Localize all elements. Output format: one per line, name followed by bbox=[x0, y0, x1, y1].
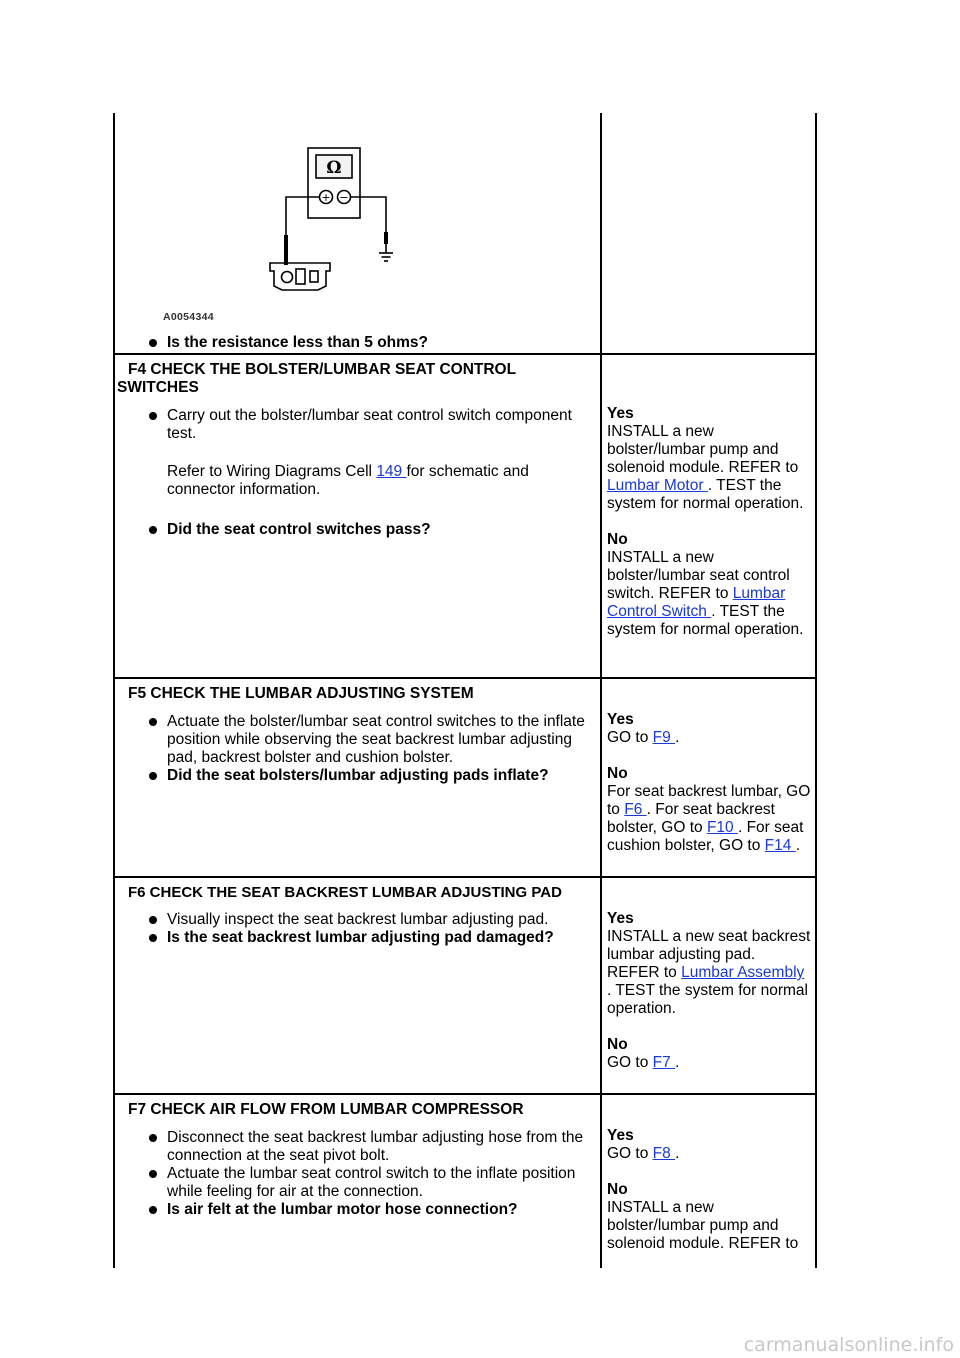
step-f6-action: Visually inspect the seat backrest lumbar adjusting pad. bbox=[113, 911, 597, 929]
step-f4-no-label: No bbox=[607, 531, 628, 548]
step-f7-question: Is air felt at the lumbar motor hose connection? bbox=[113, 1201, 597, 1219]
step-f4-note-text: Refer to Wiring Diagrams Cell bbox=[167, 463, 377, 480]
ohm-symbol: Ω bbox=[326, 158, 342, 178]
step-f4-note bbox=[113, 463, 597, 499]
row-divider-f7 bbox=[113, 1093, 817, 1095]
step-f5-no-label: No bbox=[607, 765, 628, 782]
plus-terminal: + bbox=[321, 191, 331, 204]
step-f7-body bbox=[113, 1129, 597, 1219]
figure-question: Is the resistance less than 5 ohms? bbox=[113, 334, 599, 352]
step-f7-action-1: Disconnect the seat backrest lumbar adjusting hose from the connection at the seat pivot bolt. bbox=[113, 1129, 597, 1165]
step-f5-question: Did the seat bolsters/lumbar adjusting pads inflate? bbox=[113, 767, 597, 785]
step-f7-action-2: Actuate the lumbar seat control switch to the inflate position while feeling for air at the connection. bbox=[113, 1165, 597, 1201]
row-divider-f5 bbox=[113, 677, 817, 679]
step-f7-no-text: INSTALL a new bolster/lumbar pump and solenoid module. REFER to bbox=[607, 1199, 799, 1252]
step-f4-answers bbox=[607, 405, 812, 639]
step-f7-yes-label: Yes bbox=[607, 1127, 634, 1144]
step-f4-yes-label: Yes bbox=[607, 405, 634, 422]
ohmmeter-diagram bbox=[260, 140, 460, 320]
f14-link[interactable]: F14 bbox=[764, 837, 796, 854]
wiring-cell-149-link[interactable]: 149 bbox=[376, 463, 407, 480]
step-f4-body bbox=[113, 407, 597, 539]
step-f4-no-text: INSTALL a new bolster/lumbar seat control switch. REFER to Lumbar Control Switch . TEST the system for normal operation. bbox=[607, 549, 804, 638]
figure-question-list bbox=[113, 334, 599, 352]
lumbar-motor-link[interactable]: Lumbar Motor bbox=[607, 477, 708, 494]
step-f6-yes-label: Yes bbox=[607, 910, 634, 927]
step-f4-yes-text: INSTALL a new bolster/lumbar pump and solenoid module. REFER to Lumbar Motor . TEST the system for normal operation. bbox=[607, 423, 804, 512]
step-f5-answers bbox=[607, 711, 812, 855]
step-f7-yes-text: GO to F8 . bbox=[607, 1145, 680, 1162]
watermark: carmanualsonline.info bbox=[743, 1334, 954, 1356]
step-f4-action: Carry out the bolster/lumbar seat control switch component test. bbox=[113, 407, 597, 443]
step-f5-no-text: For seat backrest lumbar, GO to F6 . For seat backrest bolster, GO to F10 . For seat cushion bolster, GO to F14 . bbox=[607, 783, 811, 854]
step-f4-question: Did the seat control switches pass? bbox=[113, 521, 597, 539]
step-f7-title: F7 CHECK AIR FLOW FROM LUMBAR COMPRESSOR bbox=[128, 1101, 524, 1118]
row-divider-f6 bbox=[113, 876, 817, 878]
step-f6-question: Is the seat backrest lumbar adjusting pad damaged? bbox=[113, 929, 597, 947]
step-f4-title-line2: SWITCHES bbox=[117, 379, 199, 396]
step-f5-yes-text: GO to F9 . bbox=[607, 729, 680, 746]
step-f5-title: F5 CHECK THE LUMBAR ADJUSTING SYSTEM bbox=[128, 685, 474, 702]
step-f6-no-text: GO to F7 . bbox=[607, 1054, 680, 1071]
minus-terminal: − bbox=[339, 191, 349, 204]
f8-link[interactable]: F8 bbox=[652, 1145, 676, 1162]
step-f6-title: F6 CHECK THE SEAT BACKREST LUMBAR ADJUSTING PAD bbox=[128, 884, 562, 901]
step-f5-action: Actuate the bolster/lumbar seat control switches to the inflate position while observing the seat backrest lumbar adjusting pad, backrest bolster and cushion bolster. bbox=[113, 713, 597, 767]
f7-link[interactable]: F7 bbox=[652, 1054, 676, 1071]
step-f6-body bbox=[113, 911, 597, 947]
f9-link[interactable]: F9 bbox=[652, 729, 676, 746]
figure-label: A0054344 bbox=[163, 311, 214, 323]
f6-link[interactable]: F6 bbox=[624, 801, 647, 818]
step-f5-body bbox=[113, 713, 597, 785]
row-divider-f4 bbox=[113, 353, 817, 355]
step-f7-answers bbox=[607, 1127, 812, 1253]
step-f4-title-line1: F4 CHECK THE BOLSTER/LUMBAR SEAT CONTROL bbox=[128, 361, 517, 378]
step-f6-yes-text: INSTALL a new seat backrest lumbar adjusting pad. REFER to Lumbar Assembly . TEST the system for normal operation. bbox=[607, 928, 811, 1017]
lumbar-control-switch-link[interactable]: Lumbar Control Switch bbox=[607, 585, 786, 620]
step-f6-no-label: No bbox=[607, 1036, 628, 1053]
step-f4-title bbox=[117, 361, 597, 397]
step-f7-no-label: No bbox=[607, 1181, 628, 1198]
f10-link[interactable]: F10 bbox=[706, 819, 738, 836]
step-f5-yes-label: Yes bbox=[607, 711, 634, 728]
step-f4-note-text-end: for schematic and connector information. bbox=[167, 463, 529, 498]
lumbar-assembly-link[interactable]: Lumbar Assembly bbox=[681, 964, 805, 981]
step-f6-answers bbox=[607, 910, 812, 1072]
